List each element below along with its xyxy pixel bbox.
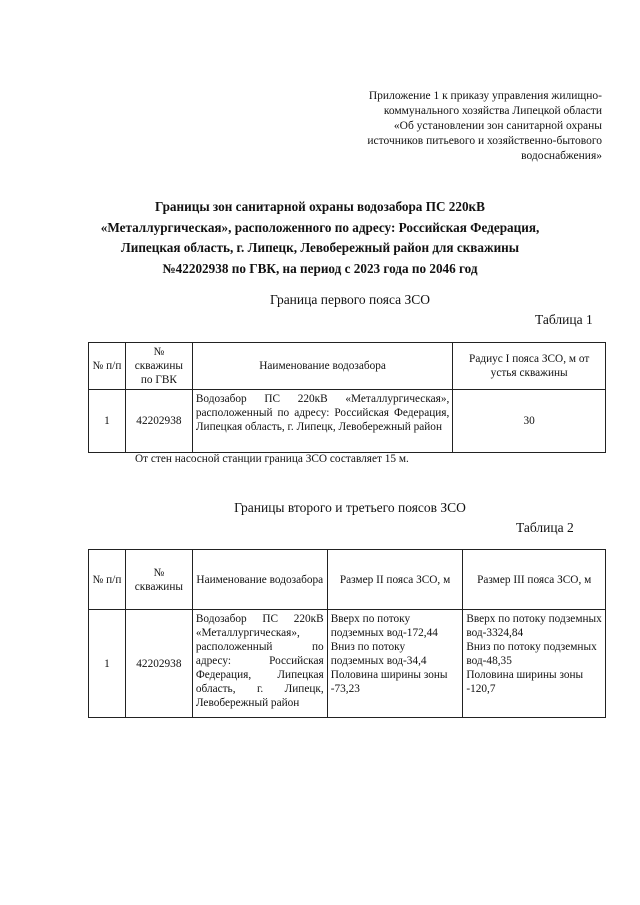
table-zone2-3 bbox=[88, 549, 606, 718]
appendix-line: источников питьевого и хозяйственно-бытового bbox=[367, 135, 602, 147]
zone3-half-width: Половина ширины зоны -120,7 bbox=[466, 669, 584, 695]
zone3-upstream: Вверх по потоку подземных вод-3324,84 bbox=[466, 613, 602, 639]
header-radius: Радиус I пояса ЗСО, м от устья скважины bbox=[453, 343, 606, 390]
header-num: № п/п bbox=[89, 343, 126, 390]
zone3-downstream: Вниз по потоку подземных вод-48,35 bbox=[466, 641, 597, 667]
appendix-line: коммунального хозяйства Липецкой области bbox=[383, 105, 602, 117]
cell-name: Водозабор ПС 220кВ «Металлургическая», расположенный по адресу: Российская Федерация, Липецкая область, г. Липецк, Левобережный район bbox=[192, 390, 452, 453]
table-header-row bbox=[89, 550, 606, 610]
table-row bbox=[89, 610, 606, 718]
header-zone3: Размер III пояса ЗСО, м bbox=[463, 550, 606, 610]
header-name: Наименование водозабора bbox=[192, 550, 327, 610]
appendix-note bbox=[318, 89, 602, 164]
table-header-row bbox=[89, 343, 606, 390]
cell-well: 42202938 bbox=[125, 390, 192, 453]
appendix-line: Приложение 1 к приказу управления жилищно- bbox=[368, 90, 602, 102]
header-name: Наименование водозабора bbox=[192, 343, 452, 390]
zone2-downstream: Вниз по потоку подземных вод-34,4 bbox=[330, 641, 427, 667]
section2-heading: Границы второго и третьего поясов ЗСО bbox=[234, 500, 466, 515]
title-line: Липецкая область, г. Липецк, Левобережный район для скважины bbox=[120, 240, 520, 255]
header-zone2: Размер II пояса ЗСО, м bbox=[327, 550, 463, 610]
appendix-line: «Об установлении зон санитарной охраны bbox=[393, 120, 602, 132]
cell-name: Водозабор ПС 220кВ «Металлургическая», расположенный по адресу: Российская Федерация, Липецкая область, г. Липецк, Левобережный район bbox=[192, 610, 327, 718]
table-row bbox=[89, 390, 606, 453]
cell-zone2 bbox=[327, 610, 463, 718]
document-title bbox=[96, 197, 544, 279]
cell-well: 42202938 bbox=[125, 610, 192, 718]
header-well: № скважины bbox=[125, 550, 192, 610]
table-zone1 bbox=[88, 342, 606, 453]
zone2-half-width: Половина ширины зоны -73,23 bbox=[330, 669, 448, 695]
section1-heading: Граница первого пояса ЗСО bbox=[269, 292, 431, 307]
cell-radius: 30 bbox=[453, 390, 606, 453]
title-line: №42202938 по ГВК, на период с 2023 года по 2046 год bbox=[162, 260, 478, 276]
zone2-upstream: Вверх по потоку подземных вод-172,44 bbox=[330, 613, 438, 639]
cell-num: 1 bbox=[89, 610, 126, 718]
header-num: № п/п bbox=[89, 550, 126, 610]
table1-label: Таблица 1 bbox=[535, 312, 593, 327]
title-line: «Металлургическая», расположенного по адресу: Российская Федерация, bbox=[100, 219, 540, 235]
title-line: Границы зон санитарной охраны водозабора ПС 220кВ bbox=[155, 199, 485, 214]
table2-label: Таблица 2 bbox=[516, 520, 574, 535]
cell-num: 1 bbox=[89, 390, 126, 453]
pump-station-note: От стен насосной станции граница ЗСО составляет 15 м. bbox=[135, 453, 409, 465]
header-well: № скважины по ГВК bbox=[125, 343, 192, 390]
cell-zone3 bbox=[463, 610, 606, 718]
appendix-line: водоснабжения» bbox=[521, 150, 602, 162]
